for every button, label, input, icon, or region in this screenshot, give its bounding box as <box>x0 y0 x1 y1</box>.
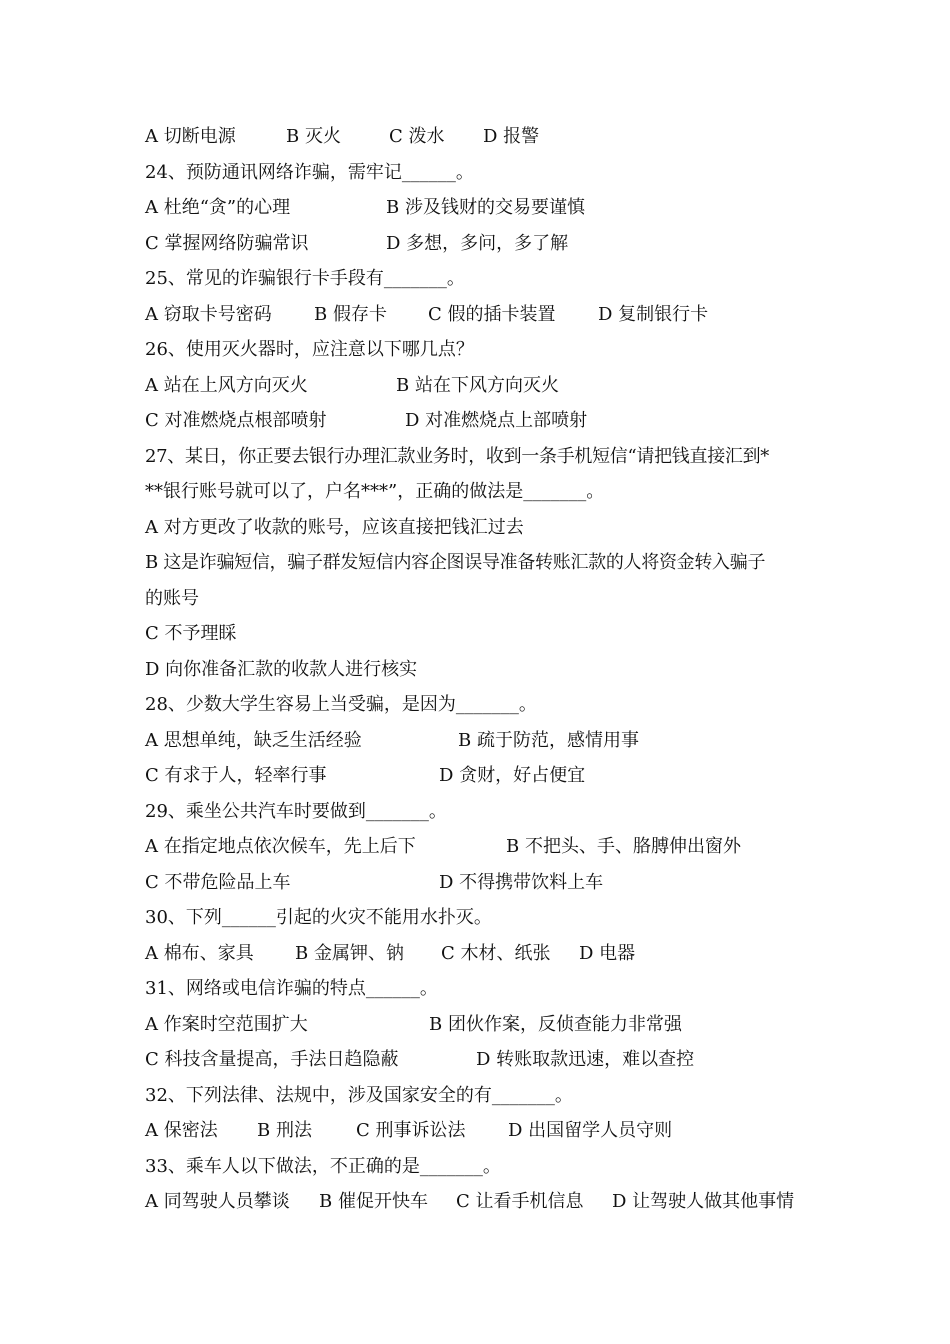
option: A 杜绝“贪”的心理 <box>145 197 291 218</box>
option: B 刑法 <box>257 1120 312 1141</box>
question-title: 30、下列______引起的火灾不能用水扑灭。 <box>145 907 492 928</box>
option: C 掌握网络防骗常识 <box>145 232 309 254</box>
option: C 让看手机信息 <box>456 1191 584 1212</box>
option: B 不把头、手、胳膊伸出窗外 <box>506 836 741 857</box>
option: A 站在上风方向灭火 <box>145 374 308 396</box>
option: D 向你准备汇款的收款人进行核实 <box>145 658 418 680</box>
question-title: **银行账号就可以了，户名***”，正确的做法是_______。 <box>145 481 605 502</box>
question-title: 29、乘坐公共汽车时要做到_______。 <box>145 800 447 822</box>
options-line <box>145 297 815 333</box>
option: D 转账取款迅速，难以查控 <box>476 1049 695 1070</box>
option: D 不得携带饮料上车 <box>439 871 604 893</box>
option: A 作案时空范围扩大 <box>145 1013 308 1035</box>
question-title: 25、常见的诈骗银行卡手段有_______。 <box>145 268 465 289</box>
option: B 催促开快车 <box>319 1191 428 1212</box>
option: D 多想，多问，多了解 <box>386 232 569 254</box>
question-list <box>145 119 815 1220</box>
option: A 切断电源 <box>145 126 236 147</box>
option: A 窃取卡号密码 <box>145 303 272 325</box>
option: C 对准燃烧点根部喷射 <box>145 410 327 431</box>
question-title: 32、下列法律、法规中，涉及国家安全的有_______。 <box>145 1084 573 1106</box>
options-line <box>145 936 815 972</box>
option: C 假的插卡装置 <box>428 303 556 325</box>
option: D 电器 <box>579 942 636 964</box>
options-line <box>145 190 815 226</box>
options-line <box>145 758 815 794</box>
option: A 同驾驶人员攀谈 <box>145 1191 290 1212</box>
question-title: 33、乘车人以下做法，不正确的是_______。 <box>145 1155 501 1177</box>
options-line <box>145 403 815 439</box>
option: A 对方更改了收款的账号，应该直接把钱汇过去 <box>145 516 524 538</box>
options-line <box>145 1113 815 1149</box>
option: A 保密法 <box>145 1120 218 1141</box>
options-line <box>145 1007 815 1043</box>
option: D 出国留学人员守则 <box>508 1120 673 1141</box>
option: B 涉及钱财的交易要谨慎 <box>386 197 585 218</box>
options-line <box>145 1042 815 1078</box>
option: D 复制银行卡 <box>598 303 709 325</box>
option: A 棉布、家具 <box>145 942 254 964</box>
option: C 木材、纸张 <box>441 942 551 964</box>
option: D 报警 <box>483 126 540 147</box>
options-line <box>145 119 815 155</box>
options-line <box>145 226 815 262</box>
options-line <box>145 865 815 901</box>
question-title: 26、使用灭火器时，应注意以下哪几点？ <box>145 339 474 360</box>
option: B 这是诈骗短信，骗子群发短信内容企图误导准备转账汇款的人将资金转入骗子 <box>145 552 766 573</box>
option: B 灭火 <box>286 126 341 147</box>
option: C 泼水 <box>389 126 445 147</box>
option: 的账号 <box>145 587 199 609</box>
option: A 在指定地点依次候车，先上后下 <box>145 836 416 857</box>
question-title: 27、某日，你正要去银行办理汇款业务时，收到一条手机短信“请把钱直接汇到* <box>145 445 770 467</box>
options-line <box>145 829 815 865</box>
option: C 不予理睬 <box>145 623 237 644</box>
option: B 团伙作案，反侦查能力非常强 <box>429 1013 682 1035</box>
question-title: 28、少数大学生容易上当受骗，是因为_______。 <box>145 694 537 715</box>
option: C 刑事诉讼法 <box>356 1120 466 1141</box>
option: B 金属钾、钠 <box>295 942 404 964</box>
options-line <box>145 723 815 759</box>
option: C 不带危险品上车 <box>145 871 291 893</box>
option: C 有求于人，轻率行事 <box>145 765 327 786</box>
option: C 科技含量提高，手法日趋隐蔽 <box>145 1049 399 1070</box>
options-line <box>145 1184 815 1220</box>
option: A 思想单纯，缺乏生活经验 <box>145 729 362 751</box>
question-title: 31、网络或电信诈骗的特点______。 <box>145 978 438 999</box>
options-line <box>145 368 815 404</box>
question-title: 24、预防通讯网络诈骗，需牢记______。 <box>145 161 474 183</box>
option: B 站在下风方向灭火 <box>396 374 559 396</box>
option: D 让驾驶人做其他事情 <box>612 1191 795 1212</box>
option: B 假存卡 <box>314 303 387 325</box>
option: D 对准燃烧点上部喷射 <box>405 410 588 431</box>
option: D 贪财，好占便宜 <box>439 765 586 786</box>
option: B 疏于防范，感情用事 <box>458 729 639 751</box>
